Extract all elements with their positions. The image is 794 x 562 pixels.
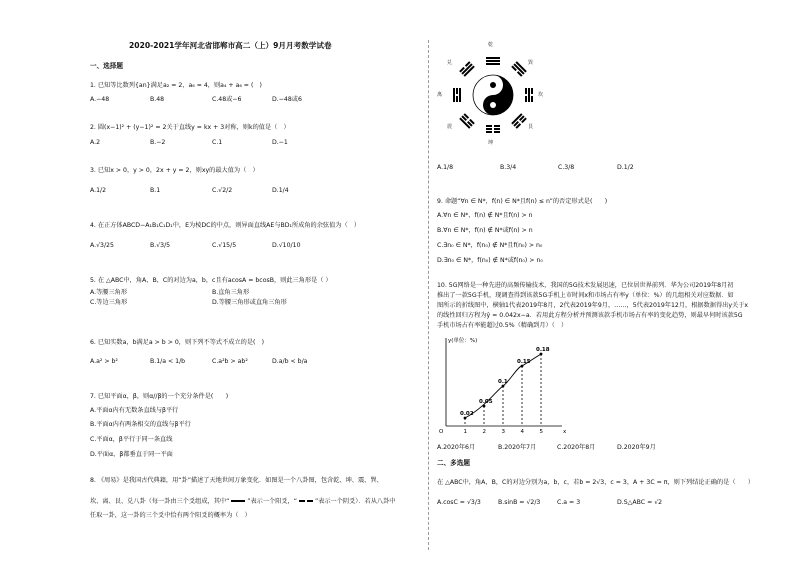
x-tick-2: 2	[482, 429, 486, 435]
data-label-3: 0.1	[498, 379, 508, 385]
x-tick-5: 5	[539, 429, 543, 435]
question-8-line-2-c: ”表示一个阴爻）．若从八卦中	[314, 498, 396, 505]
market-share-chart	[432, 334, 572, 440]
question-3-option-d[interactable]: D.1/4	[272, 187, 289, 194]
trigram-top	[486, 57, 500, 65]
yin-yao-symbol	[299, 500, 305, 502]
trigram-top-left	[459, 61, 475, 77]
question-10-option-c[interactable]: C.2020年8月	[557, 444, 596, 451]
question-3-option-b[interactable]: B.1	[150, 187, 161, 194]
question-2-option-a[interactable]: A.2	[90, 139, 101, 146]
question-4-option-a[interactable]: A.√3/25	[90, 242, 114, 249]
question-3-option-c[interactable]: C.√2/2	[212, 187, 233, 194]
question-2-option-b[interactable]: B.−2	[150, 139, 166, 146]
data-label-5: 0.18	[536, 347, 550, 353]
data-label-1: 0.02	[460, 411, 474, 417]
trigram-right	[525, 88, 533, 102]
section-heading-multi-choice: 二、多选题	[437, 459, 470, 467]
page-title: 2020-2021学年河北省邯郸市高二（上）9月月考数学试卷	[129, 41, 332, 50]
data-point-1	[464, 417, 467, 420]
question-1-stem: 1. 已知等比数列{an}满足a₂ = 2，a₆ = 4，则a₄ + a₆ = ( )	[90, 82, 262, 89]
bagua-label-bottom-left: 震	[447, 124, 453, 130]
question-7-option-c[interactable]: C.平面α，β平行于同一条直线	[90, 436, 173, 443]
data-point-2	[483, 405, 486, 408]
question-1-option-a[interactable]: A.−48	[90, 96, 110, 103]
x-tick-1: 1	[463, 429, 467, 435]
question-4-option-c[interactable]: C.√15/5	[212, 242, 237, 249]
section-heading-single-choice: 一、选择题	[90, 62, 123, 70]
trigram-left	[453, 88, 461, 102]
question-6-option-c[interactable]: C.a²b > ab²	[212, 358, 248, 365]
question-5-option-a[interactable]: A.等腰三角形	[90, 289, 128, 296]
question-1-option-c[interactable]: C.48或−6	[212, 96, 242, 103]
question-2-option-c[interactable]: C.1	[212, 139, 223, 146]
question-9-option-b[interactable]: B.∀n ∈ N*，f(n) ∉ N*或f(n) > n	[437, 227, 533, 234]
yin-yao-symbol-half	[307, 500, 313, 502]
question-5-option-d[interactable]: D.等腰三角形或直角三角形	[212, 299, 287, 306]
question-9-option-a[interactable]: A.∀n ∈ N*，f(n) ∉ N*且f(n) > n	[437, 212, 533, 219]
question-8-option-a[interactable]: A.1/8	[437, 164, 454, 171]
question-10-option-d[interactable]: D.2020年9月	[617, 444, 656, 451]
question-10-line-3: 图所示的折线图中，横轴1代表2019年8月，2代表2019年9月，……，5代表2019年12月，根据数据得出y关于x	[437, 302, 749, 309]
question-8-line-2-a: 坎、离、艮、兑八卦（每一卦由三个爻组成，其中“	[90, 498, 230, 505]
question-8-line-1: 8. 《周易》是我国古代典籍，用“卦”描述了天地世间万象变化．如图是一个八卦图，包含乾、坤、震、巽、	[90, 477, 383, 484]
question-8-option-b[interactable]: B.3/4	[500, 164, 517, 171]
x-tick-3: 3	[501, 429, 505, 435]
question-7-stem: 7. 已知平面α，β，则α//β的一个充分条件是( )	[90, 393, 229, 400]
question-10-option-a[interactable]: A.2020年6月	[437, 444, 476, 451]
question-11-stem: 在 △ABC中，角A，B，C的对边分别为a，b，c，若b = 2√3，c = 3，A + 3C = π，则下列结论正确的是（ ）	[437, 479, 755, 486]
question-1-option-d[interactable]: D.−48或6	[272, 96, 302, 103]
yin-yang-dot-dark	[490, 82, 496, 88]
bagua-label-bottom-right: 艮	[528, 124, 534, 130]
question-6-option-d[interactable]: D.a/b < b/a	[272, 358, 308, 365]
y-axis-label: y(单位：%)	[448, 338, 478, 344]
question-11-option-c[interactable]: C.a = 3	[557, 499, 581, 506]
trigram-bottom-left	[459, 113, 475, 129]
bagua-label-right: 坎	[538, 92, 544, 98]
question-10-line-1: 10. 5G网络是一种先进的高频传输技术，我国的5G技术发展迅速，已位居世界前列．华为公司2019年8月初	[437, 282, 734, 289]
question-8-option-c[interactable]: C.3/8	[558, 164, 575, 171]
question-5-option-b[interactable]: B.直角三角形	[212, 289, 250, 296]
question-5-option-c[interactable]: C.等边三角形	[90, 299, 128, 306]
question-4-option-b[interactable]: B.√3/5	[150, 242, 171, 249]
trigram-bottom	[486, 125, 500, 133]
question-7-option-d[interactable]: D.平面α，β都垂直于同一平面	[90, 451, 173, 458]
question-9-stem: 9. 命题“∀n ∈ N*，f(n) ∈ N*且f(n) ≤ n”的否定形式是( )	[437, 198, 608, 205]
x-tick-4: 4	[520, 429, 524, 435]
origin-label: O	[439, 429, 444, 435]
bagua-label-bottom: 坤	[488, 140, 494, 146]
question-5-stem: 5. 在 △ABC中，角A，B，C的对边为a，b，c且有acosA = bcosB，则此三角形是（ ）	[90, 277, 332, 284]
market-share-chart-svg	[432, 334, 572, 440]
question-9-option-d[interactable]: D.∃n₀ ∈ N*，f(n₀) ∉ N*或f(n₀) > n₀	[437, 257, 543, 264]
question-10-option-b[interactable]: B.2020年7月	[498, 444, 537, 451]
question-7-option-a[interactable]: A.平面α内有无数条直线与β平行	[90, 407, 179, 414]
bagua-label-top-left: 兑	[447, 60, 453, 66]
question-1-option-b[interactable]: B.48	[150, 96, 165, 103]
question-2-stem: 2. 圆(x−1)² + (y−1)² = 2关于直线y = kx + 3对称，则k的值是（ ）	[90, 124, 290, 131]
bagua-label-left: 离	[437, 92, 443, 98]
data-label-4: 0.15	[517, 359, 531, 365]
question-8-option-d[interactable]: D.1/2	[617, 164, 634, 171]
question-6-stem: 6. 已知实数a，b满足a > b > 0，则下列不等式不成立的是( )	[90, 339, 265, 346]
question-11-option-a[interactable]: A.cosC = √3/3	[437, 499, 481, 506]
x-axis-label: x	[563, 429, 567, 435]
data-point-3	[502, 385, 505, 388]
question-10-line-5: 手机市场占有率能超过0.5%（精确到月）（ ）	[437, 322, 568, 329]
question-9-option-c[interactable]: C.∃n₀ ∈ N*，f(n₀) ∉ N*且f(n₀) > n₀	[437, 242, 543, 249]
trigram-bottom-right	[511, 113, 527, 129]
data-point-4	[521, 365, 524, 368]
question-2-option-d[interactable]: D.−1	[272, 139, 288, 146]
question-7-option-b[interactable]: B.平面α内有两条相交的直线与β平行	[90, 421, 191, 428]
question-10-line-4: 的线性回归方程为ŷ = 0.042x−a．若用此方程分析并预测该款手机市场占有率的变化趋势，则最早何时该款5G	[437, 312, 743, 319]
question-11-option-d[interactable]: D.S△ABC = √2	[617, 499, 663, 506]
bagua-label-top: 乾	[488, 42, 494, 48]
data-label-2: 0.05	[479, 399, 493, 405]
question-11-option-b[interactable]: B.sinB = √2/3	[498, 499, 541, 506]
yang-yao-symbol	[231, 500, 245, 502]
bagua-label-top-right: 巽	[528, 60, 534, 66]
question-8-line-2-b: ”表示一个阳爻，“	[247, 498, 298, 505]
question-10-line-2: 推出了一款5G手机，现调查得到该款5G手机上市时间x和市场占有率y（单位：%）的几组相关对应数据．如	[437, 292, 734, 299]
bagua-diagram	[425, 40, 555, 150]
yin-yang-dot-light	[490, 102, 496, 108]
question-4-option-d[interactable]: D.√10/10	[272, 242, 301, 249]
question-6-option-a[interactable]: A.a² > b²	[90, 358, 118, 365]
question-3-stem: 3. 已知x > 0，y > 0，2x + y = 2，则xy的最大值为（ ）	[90, 167, 259, 174]
question-3-option-a[interactable]: A.1/2	[90, 187, 107, 194]
data-point-5	[540, 353, 543, 356]
trigram-top-right	[511, 61, 527, 77]
question-4-stem: 4. 在正方体ABCD−A₁B₁C₁D₁中，E为棱DC的中点，则异面直线AE与BD₁所成角的余弦值为（ ）	[90, 222, 361, 229]
question-6-option-b[interactable]: B.1/a < 1/b	[150, 358, 186, 365]
question-8-line-3: 任取一卦，这一卦的三个爻中恰有两个阳爻的概率为（ ）	[90, 512, 251, 519]
question-8-line-2	[90, 498, 396, 506]
